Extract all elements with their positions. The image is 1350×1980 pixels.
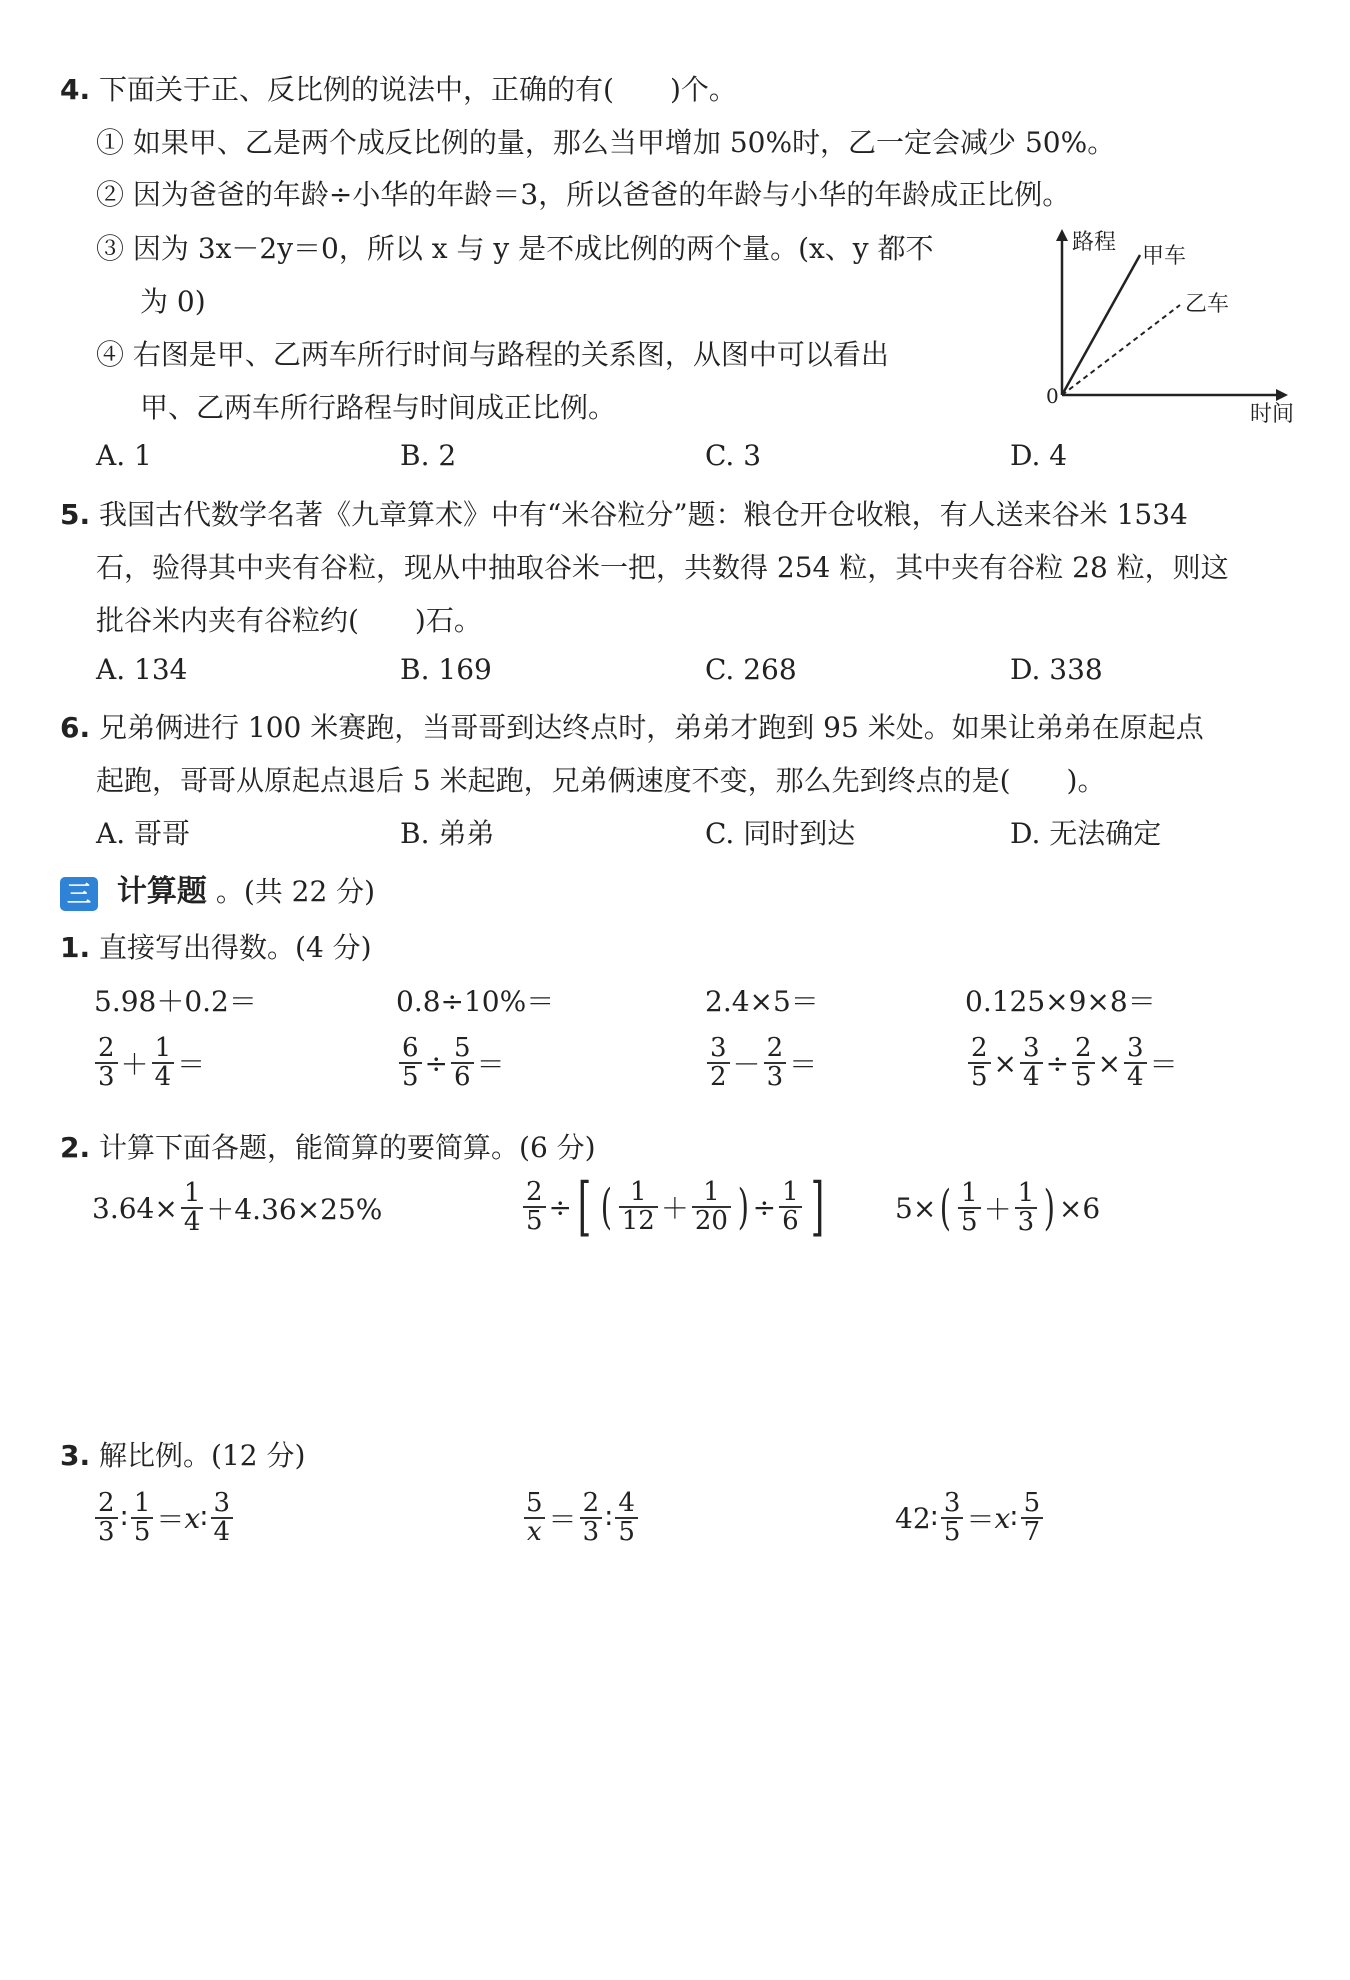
fraction: $\frac{1}{6}$ <box>779 1179 802 1236</box>
q6-line2: 起跑，哥哥从原起点退后 5 米起跑，兄弟俩速度不变，那么先到终点的是( )。 <box>96 764 1106 797</box>
q4-s2-text: 因为爸爸的年龄÷小华的年龄＝3，所以爸爸的年龄与小华的年龄成正比例。 <box>132 178 1071 211</box>
c1-expr-8: $\frac{2}{5}$ × $\frac{3}{4}$ ÷ $\frac{2}{5}$ × $\frac{3}{4}$ ＝ <box>965 1035 1178 1092</box>
q6-option-b: B. 弟弟 <box>400 817 495 850</box>
c1-expr-2: 0.8÷10%＝ <box>396 985 555 1018</box>
fraction: $\frac{1}{12}$ <box>619 1179 658 1236</box>
c2-title-line <box>60 1126 596 1166</box>
q4-option-a: A. 1 <box>96 439 152 472</box>
graph-line1-label: 甲车 <box>1142 244 1187 269</box>
c1-expr-1: 5.98＋0.2＝ <box>94 985 257 1018</box>
q5-option-d: D. 338 <box>1010 653 1103 686</box>
q4-option-c: C. 3 <box>705 439 762 472</box>
section-3-header <box>60 866 375 911</box>
fraction: $\frac{3}{4}$ <box>211 1490 234 1547</box>
fraction: $\frac{1}{3}$ <box>1015 1180 1038 1237</box>
fraction: $\frac{2}{5}$ <box>968 1035 991 1092</box>
fraction: $\frac{5}{6}$ <box>451 1035 474 1092</box>
section-score: 。(共 22 分) <box>215 875 376 908</box>
left-paren: ( <box>600 1179 612 1235</box>
fraction: $\frac{2}{3}$ <box>95 1490 118 1547</box>
c1-title: 直接写出得数。(4 分) <box>99 931 372 964</box>
c1-number: 1. <box>60 931 91 964</box>
c1-expr-3: 2.4×5＝ <box>705 985 819 1018</box>
fraction: $\frac{2}{3}$ <box>580 1490 603 1547</box>
q4-s3-mark: ③ <box>96 232 125 265</box>
c2-expr-2: $\frac{2}{5}$ ÷ [ ( $\frac{1}{12}$ ＋ $\frac{1}{20}$ ) ÷ $\frac{1}{6}$ ] <box>520 1175 830 1239</box>
q6-text-1: 兄弟俩进行 100 米赛跑，当哥哥到达终点时，弟弟才跑到 95 米处。如果让弟弟在原起点 <box>99 711 1204 744</box>
right-paren: ) <box>1043 1180 1056 1237</box>
q6-line1 <box>60 706 1204 746</box>
x-axis-arrow <box>1276 389 1288 401</box>
fraction: $\frac{3}{4}$ <box>1124 1035 1147 1092</box>
fraction: $\frac{2}{5}$ <box>523 1179 546 1236</box>
fraction: $\frac{4}{5}$ <box>615 1490 638 1547</box>
q6-option-c: C. 同时到达 <box>705 817 856 850</box>
left-bracket: [ <box>577 1170 592 1244</box>
q4-option-d: D. 4 <box>1010 439 1068 472</box>
fraction: $\frac{1}{4}$ <box>152 1035 175 1092</box>
c3-expr-1: $\frac{2}{3}$ ∶ $\frac{1}{5}$ ＝ x ∶ $\frac{3}{4}$ <box>92 1490 236 1547</box>
fraction: $\frac{1}{4}$ <box>181 1180 204 1237</box>
left-paren: ( <box>940 1180 952 1237</box>
fraction: $\frac{2}{5}$ <box>1072 1035 1095 1092</box>
q4-statement-4-cont: 甲、乙两车所行路程与时间成正比例。 <box>140 391 617 424</box>
q5-option-c: C. 268 <box>705 653 797 686</box>
q4-s2-mark: ② <box>96 178 125 211</box>
q4-statement-2 <box>96 173 1070 213</box>
q4-s4-text: 右图是甲、乙两车所行时间与路程的关系图，从图中可以看出 <box>132 338 889 371</box>
right-bracket: ] <box>810 1170 825 1244</box>
q4-s1-text: 如果甲、乙是两个成反比例的量，那么当甲增加 50%时，乙一定会减少 50%。 <box>132 126 1116 159</box>
q4-option-b: B. 2 <box>400 439 457 472</box>
fraction: $\frac{3}{5}$ <box>941 1490 964 1547</box>
q4-statement-3 <box>96 227 934 267</box>
distance-time-graph <box>1040 225 1320 425</box>
graph-origin: 0 <box>1046 384 1059 408</box>
q5-number: 5. <box>60 498 91 531</box>
c3-expr-3: 42∶ $\frac{3}{5}$ ＝ x ∶ $\frac{5}{7}$ <box>895 1490 1046 1547</box>
q6-option-d: D. 无法确定 <box>1010 817 1162 850</box>
q4-number: 4. <box>60 73 91 106</box>
q5-option-a: A. 134 <box>96 653 188 686</box>
q5-line3: 批谷米内夹有谷粒约( )石。 <box>96 604 482 637</box>
q4-statement-1 <box>96 121 1115 161</box>
q4-stem-line <box>60 68 737 108</box>
q4-statement-3-cont: 为 0) <box>140 285 206 318</box>
fraction: $\frac{1}{20}$ <box>692 1179 731 1236</box>
right-paren: ) <box>737 1179 749 1235</box>
c2-expr-1: 3.64× $\frac{1}{4}$ ＋4.36×25% <box>92 1178 383 1238</box>
c3-number: 3. <box>60 1439 91 1472</box>
q4-stem: 下面关于正、反比例的说法中，正确的有( )个。 <box>99 73 737 106</box>
c2-title: 计算下面各题，能简算的要简算。(6 分) <box>99 1131 596 1164</box>
y-axis-arrow <box>1056 229 1068 241</box>
fraction: $\frac{6}{5}$ <box>399 1035 422 1092</box>
q5-line1 <box>60 493 1188 533</box>
fraction: $\frac{3}{2}$ <box>707 1035 730 1092</box>
fraction: $\frac{5}{7}$ <box>1021 1490 1044 1547</box>
q4-s3-text: 因为 3x－2y＝0，所以 x 与 y 是不成比例的两个量。(x、y 都不 <box>132 232 934 265</box>
c2-expr-3: 5× ( $\frac{1}{5}$ ＋ $\frac{1}{3}$ ) ×6 <box>895 1178 1101 1238</box>
c1-expr-5: $\frac{2}{3}$ ＋ $\frac{1}{4}$ ＝ <box>92 1035 205 1092</box>
q6-number: 6. <box>60 711 91 744</box>
fraction: $\frac{3}{4}$ <box>1020 1035 1043 1092</box>
line-jia <box>1062 255 1140 395</box>
c1-expr-4: 0.125×9×8＝ <box>965 985 1156 1018</box>
graph-y-label: 路程 <box>1072 230 1117 255</box>
c3-title: 解比例。(12 分) <box>99 1439 306 1472</box>
c2-number: 2. <box>60 1131 91 1164</box>
line-yi <box>1062 305 1180 395</box>
fraction: $\frac{2}{3}$ <box>764 1035 787 1092</box>
q5-option-b: B. 169 <box>400 653 492 686</box>
q5-line2: 石，验得其中夹有谷粒，现从中抽取谷米一把，共数得 254 粒，其中夹有谷粒 28 粒，则这 <box>96 551 1229 584</box>
c1-expr-6: $\frac{6}{5}$ ÷ $\frac{5}{6}$ ＝ <box>396 1035 505 1092</box>
c3-expr-2: $\frac{5}{x}$ ＝ $\frac{2}{3}$ ∶ $\frac{4}{5}$ <box>520 1490 641 1547</box>
c1-title-line <box>60 926 372 966</box>
q4-s1-mark: ① <box>96 126 125 159</box>
c1-expr-7: $\frac{3}{2}$ － $\frac{2}{3}$ ＝ <box>704 1035 817 1092</box>
q5-text-1: 我国古代数学名著《九章算术》中有“米谷粒分”题：粮仓开仓收粮，有人送来谷米 1534 <box>99 498 1188 531</box>
q4-statement-4 <box>96 333 889 373</box>
section-title: 计算题 <box>116 874 207 909</box>
c3-title-line <box>60 1434 305 1474</box>
fraction: $\frac{1}{5}$ <box>958 1180 981 1237</box>
fraction: $\frac{2}{3}$ <box>95 1035 118 1092</box>
graph-x-label: 时间 <box>1250 402 1295 425</box>
q6-option-a: A. 哥哥 <box>96 817 191 850</box>
q4-s4-mark: ④ <box>96 338 125 371</box>
graph-line2-label: 乙车 <box>1185 292 1230 317</box>
section-number-icon: 三 <box>60 877 98 911</box>
fraction: $\frac{5}{x}$ <box>523 1490 546 1547</box>
fraction: $\frac{1}{5}$ <box>131 1490 154 1547</box>
